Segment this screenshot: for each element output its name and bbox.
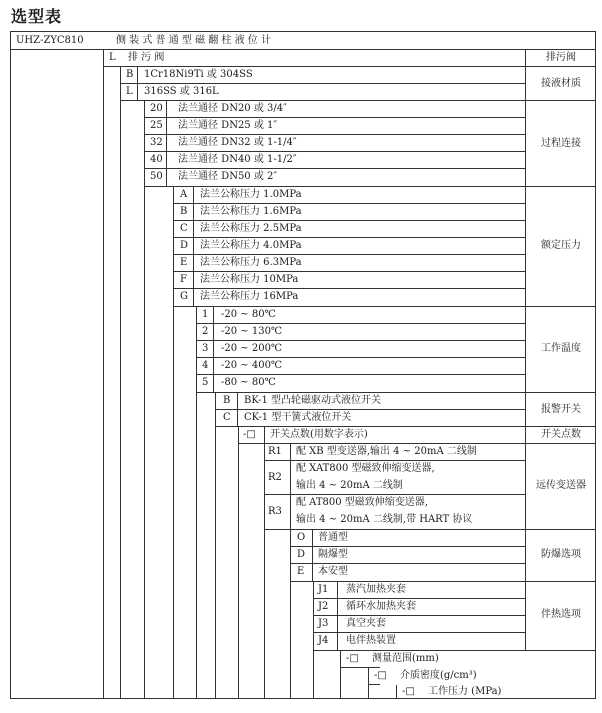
heating-code: J3 [318, 618, 329, 629]
connection-code: 20 [150, 103, 163, 114]
pressure-option: 法兰公称压力 2.5MPa [200, 223, 302, 234]
heating-option: 蒸汽加热夹套 [346, 584, 406, 595]
range-code: -□ [346, 653, 359, 664]
pressure-option: 法兰公称压力 1.0MPa [200, 189, 302, 200]
alarm-label: 报警开关 [541, 404, 581, 415]
temperature-code: 4 [202, 360, 209, 371]
heating-option: 电伴热装置 [346, 635, 396, 646]
switch-points-code: -□ [243, 429, 256, 440]
alarm-code: B [223, 395, 231, 406]
pressure-code: C [180, 223, 188, 234]
connection-code: 40 [150, 154, 163, 165]
connection-code: 32 [150, 137, 163, 148]
drain-name: 排 污 阀 [128, 52, 165, 63]
switch-points-label: 开关点数 [541, 429, 581, 440]
range-text: 测量范围(mm) [372, 653, 439, 664]
density-text: 介质密度(g/cm³) [400, 670, 477, 681]
page-title: 选型表 [11, 7, 63, 26]
transmitter-option: 配 XAT800 型磁致伸缩变送器, [296, 463, 435, 474]
transmitter-option: 配 AT800 型磁致伸缩变送器, [296, 497, 428, 508]
temperature-option: -20 ~ 80℃ [221, 309, 276, 320]
alarm-option: CK-1 型干簧式液位开关 [244, 412, 352, 423]
temperature-option: -20 ~ 400℃ [221, 360, 283, 371]
density-code: -□ [374, 670, 387, 681]
explosion-code: O [297, 532, 306, 543]
pressure-label: 额定压力 [541, 240, 581, 251]
transmitter-option-line2: 输出 4 ~ 20mA 二线制 [296, 480, 403, 491]
explosion-label: 防爆选项 [541, 549, 581, 560]
material-code: B [126, 69, 134, 80]
temperature-code: 5 [202, 377, 209, 388]
transmitter-option: 配 XB 型变送器,输出 4 ~ 20mA 二线制 [296, 446, 477, 457]
heating-label: 伴热选项 [541, 609, 581, 620]
alarm-option: BK-1 型凸轮磁驱动式液位开关 [244, 395, 382, 406]
temperature-code: 1 [202, 309, 209, 320]
material-code: L [126, 86, 133, 97]
heating-code: J4 [318, 635, 329, 646]
pressure-option: 法兰公称压力 4.0MPa [200, 240, 302, 251]
heating-code: J2 [318, 601, 329, 612]
transmitter-label: 远传变送器 [536, 480, 586, 491]
transmitter-option-line2: 输出 4 ~ 20mA 二线制,带 HART 协议 [296, 514, 473, 525]
explosion-option: 本安型 [318, 566, 348, 577]
material-option: 316SS 或 316L [144, 86, 219, 97]
temperature-option: -20 ~ 130℃ [221, 326, 283, 337]
drain-label: 排污阀 [546, 52, 576, 63]
pressure-option: 法兰公称压力 10MPa [200, 274, 299, 285]
temperature-option: -80 ~ 80℃ [221, 377, 276, 388]
pressure-code: G [180, 291, 188, 302]
pressure-code: E [180, 257, 188, 268]
pressure-code: F [180, 274, 187, 285]
drain-code: L [109, 52, 116, 63]
connection-option: 法兰通径 DN20 或 3/4″ [178, 103, 287, 114]
temperature-code: 2 [202, 326, 209, 337]
temperature-label: 工作温度 [541, 343, 581, 354]
connection-option: 法兰通径 DN40 或 1-1/2″ [178, 154, 297, 165]
pressure-option: 法兰公称压力 1.6MPa [200, 206, 302, 217]
heating-option: 真空夹套 [346, 618, 386, 629]
transmitter-code: R2 [268, 472, 282, 483]
explosion-code: E [297, 566, 305, 577]
work-pressure-code: -□ [402, 686, 415, 697]
pressure-option: 法兰公称压力 6.3MPa [200, 257, 302, 268]
switch-points-text: 开关点数(用数字表示) [270, 429, 368, 440]
temperature-code: 3 [202, 343, 209, 354]
transmitter-code: R3 [268, 506, 282, 517]
connection-option: 法兰通径 DN25 或 1″ [178, 120, 278, 131]
temperature-option: -20 ~ 200℃ [221, 343, 283, 354]
model-number: UHZ-ZYC810 [16, 35, 84, 46]
connection-option: 法兰通径 DN50 或 2″ [178, 171, 278, 182]
heating-option: 循环水加热夹套 [346, 601, 416, 612]
material-option: 1Cr18Ni9Ti 或 304SS [144, 69, 253, 80]
connection-code: 50 [150, 171, 163, 182]
heating-code: J1 [318, 584, 329, 595]
explosion-code: D [297, 549, 306, 560]
product-description: 侧 装 式 普 通 型 磁 翻 柱 液 位 计 [116, 35, 271, 46]
pressure-code: A [180, 189, 188, 200]
work-pressure-text: 工作压力 (MPa) [428, 686, 502, 697]
connection-code: 25 [150, 120, 163, 131]
explosion-option: 普通型 [318, 532, 348, 543]
transmitter-code: R1 [268, 446, 282, 457]
alarm-code: C [223, 412, 231, 423]
explosion-option: 隔爆型 [318, 549, 348, 560]
pressure-code: D [180, 240, 189, 251]
material-label: 接液材质 [541, 78, 581, 89]
pressure-option: 法兰公称压力 16MPa [200, 291, 299, 302]
pressure-code: B [180, 206, 188, 217]
connection-label: 过程连接 [541, 138, 581, 149]
connection-option: 法兰通径 DN32 或 1-1/4″ [178, 137, 297, 148]
